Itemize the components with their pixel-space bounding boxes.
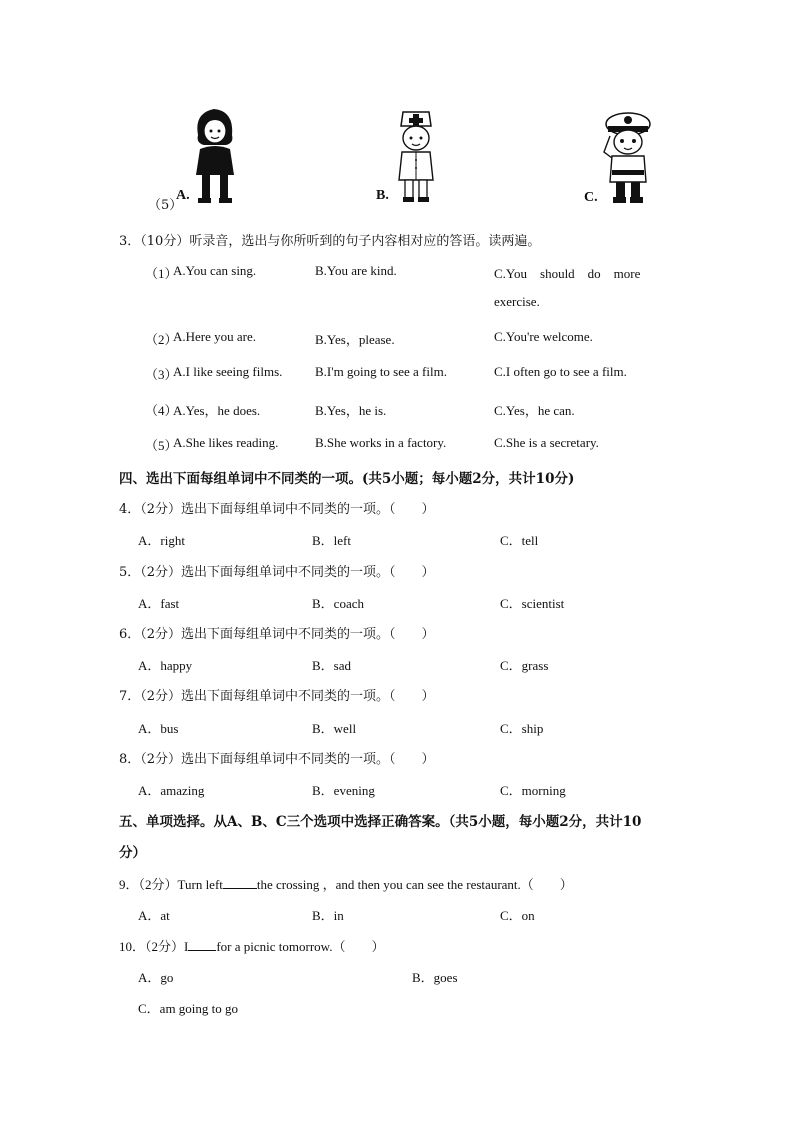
- q3-row-4-option-a: A.Yes，he does.: [173, 403, 261, 418]
- question-9-option-c[interactable]: C．on: [500, 908, 535, 923]
- q3-row-1-option-c: C.You should do more: [494, 266, 641, 281]
- q3-row-5-option-c: C.She is a secretary.: [494, 435, 599, 450]
- q3-row-4-option-c: C.Yes，he can.: [494, 403, 575, 418]
- q3-row-2-option-c: C.You're welcome.: [494, 329, 593, 344]
- question-4-option-a[interactable]: A．right: [138, 533, 185, 548]
- picture-label-c: C.: [584, 190, 598, 205]
- question-8-option-c[interactable]: C．morning: [500, 783, 566, 798]
- question-9-option-a[interactable]: A．at: [138, 908, 170, 923]
- question-10-option-b[interactable]: B．goes: [412, 970, 458, 985]
- q3-row-3-option-a: A.I like seeing films.: [173, 364, 283, 379]
- question-9-stem-suffix: the crossing ，and then you can see the restaurant.（ ）: [256, 877, 573, 892]
- q3-row-4-option-b: B.Yes，he is.: [315, 403, 387, 418]
- question-5-stem: 5．（2分）选出下面每组单词中不同类的一项。（ ）: [119, 565, 435, 580]
- q3-row-5-number: （5）: [145, 438, 178, 453]
- q3-row-3-option-c: C.I often go to see a film.: [494, 364, 627, 379]
- q3-row-5-option-b: B.She works in a factory.: [315, 435, 447, 450]
- question-9-stem-prefix: 9．（2分）Turn left: [119, 877, 223, 892]
- question-7-option-a[interactable]: A．bus: [138, 721, 179, 736]
- police-picture: [600, 108, 656, 210]
- q3-row-5-option-a: A.She likes reading.: [173, 435, 279, 450]
- question-9-option-b[interactable]: B．in: [312, 908, 344, 923]
- q3-row-2-option-b: B.Yes，please.: [315, 332, 395, 347]
- q3-row-2-option-a: A.Here you are.: [173, 329, 257, 344]
- q3-row-3-option-b: B.I'm going to see a film.: [315, 364, 447, 379]
- question-7-option-b[interactable]: B．well: [312, 721, 357, 736]
- question-6-stem: 6．（2分）选出下面每组单词中不同类的一项。（ ）: [119, 627, 435, 642]
- question-10-option-c[interactable]: C．am going to go: [138, 1001, 239, 1016]
- question-5-option-b[interactable]: B．coach: [312, 596, 364, 611]
- question-6-option-c[interactable]: C．grass: [500, 658, 549, 673]
- question-8-stem: 8．（2分）选出下面每组单词中不同类的一项。（ ）: [119, 752, 435, 767]
- question-6-option-b[interactable]: B．sad: [312, 658, 352, 673]
- question-7-stem: 7．（2分）选出下面每组单词中不同类的一项。（ ）: [119, 689, 435, 704]
- section-4-heading: 四、选出下面每组单词中不同类的一项。(共5小题；每小题2分，共计10分): [119, 471, 575, 487]
- question-5-option-a[interactable]: A．fast: [138, 596, 180, 611]
- question-10-stem-suffix: for a picnic tomorrow.（ ）: [216, 939, 385, 954]
- q3-row-4-number: （4）: [145, 403, 178, 418]
- picture-label-b: B.: [376, 188, 389, 203]
- q3-row-1-option-a: A.You can sing.: [173, 263, 257, 278]
- q3-row-1-option-b: B.You are kind.: [315, 263, 397, 278]
- section-5-heading-continued: 分）: [119, 845, 146, 861]
- section-5-heading: 五、单项选择。从A、B、C三个选项中选择正确答案。（共5小题，每小题2分，共计10: [119, 814, 642, 830]
- question-7-option-c[interactable]: C．ship: [500, 721, 544, 736]
- girl-picture: [190, 105, 240, 209]
- picture-label-a: A.: [176, 188, 190, 203]
- question-8-option-b[interactable]: B．evening: [312, 783, 375, 798]
- question-6-option-a[interactable]: A．happy: [138, 658, 193, 673]
- q3-row-1-number: （1）: [145, 266, 178, 281]
- question-9-stem: [119, 874, 573, 893]
- question-10-option-a[interactable]: A．go: [138, 970, 174, 985]
- question-8-option-a[interactable]: A．amazing: [138, 783, 205, 798]
- question-10-blank: [188, 950, 216, 951]
- q3-stem: 3．（10分）听录音，选出与你所听到的句子内容相对应的答语。读两遍。: [119, 234, 541, 249]
- question-4-stem: 4．（2分）选出下面每组单词中不同类的一项。（ ）: [119, 502, 435, 517]
- question-4-option-b[interactable]: B．left: [312, 533, 351, 548]
- question-9-blank: [223, 888, 257, 889]
- nurse-picture: [393, 108, 439, 208]
- picture-item-number: （5）: [148, 198, 183, 213]
- question-4-option-c[interactable]: C．tell: [500, 533, 539, 548]
- question-10-stem: [119, 936, 384, 955]
- question-5-option-c[interactable]: C．scientist: [500, 596, 565, 611]
- q3-row-3-number: （3）: [145, 367, 178, 382]
- question-10-stem-prefix: 10．（2分）I: [119, 939, 189, 954]
- q3-row-1-option-c-continued: exercise.: [494, 294, 540, 309]
- q3-row-2-number: （2）: [145, 332, 178, 347]
